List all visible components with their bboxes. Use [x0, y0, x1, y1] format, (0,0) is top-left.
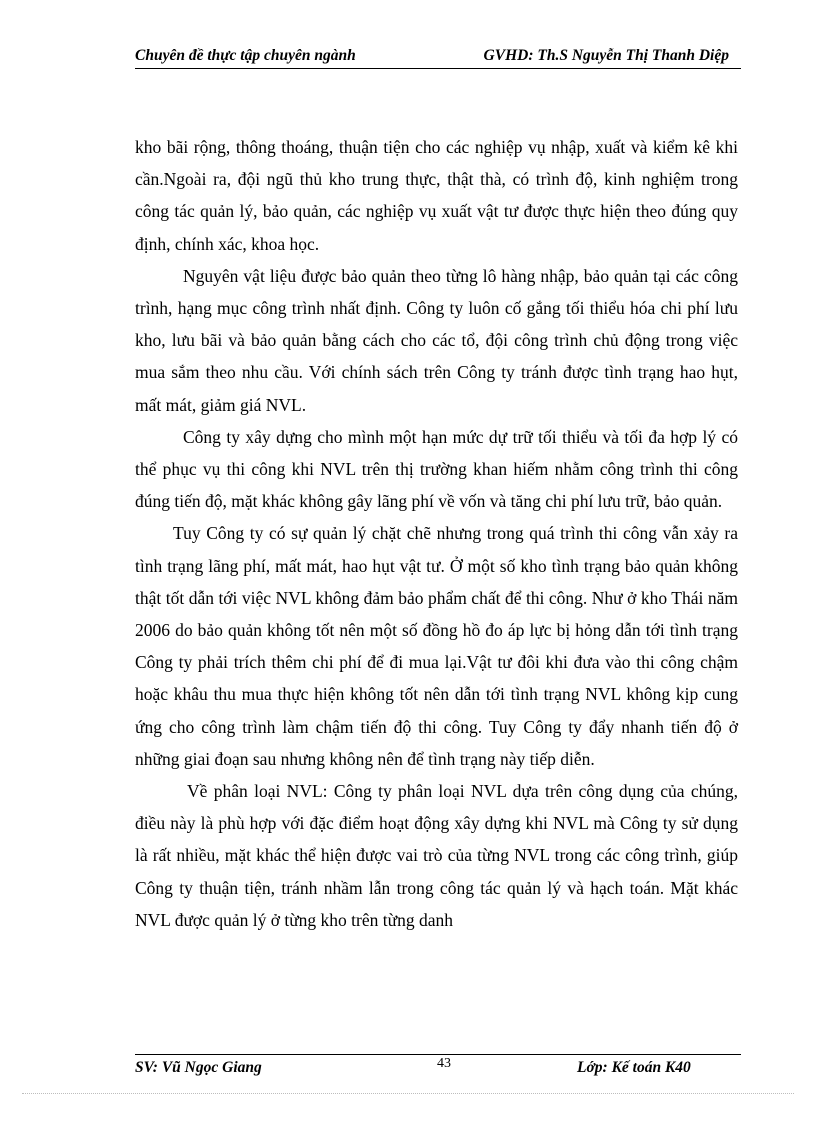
page-header — [135, 44, 741, 69]
page-footer — [135, 1054, 741, 1079]
footer-student-name: SV: Vũ Ngọc Giang — [135, 1059, 262, 1076]
page-bottom-divider — [22, 1093, 794, 1094]
page-number: 43 — [437, 1056, 451, 1071]
footer-class: Lớp: Kế toán K40 — [577, 1059, 691, 1076]
paragraph: kho bãi rộng, thông thoáng, thuận tiện cho các nghiệp vụ nhập, xuất và kiểm kê khi cần.Ngoài ra, đội ngũ thủ kho trung thực, thật thà, có trình độ, kinh nghiệm trong công tác quản lý, bảo quản, các nghiệp vụ xuất vật tư được thực hiện theo đúng quy định, chính xác, khoa học. — [135, 137, 738, 254]
paragraph: Nguyên vật liệu được bảo quản theo từng lô hàng nhập, bảo quản tại các công trình, hạng mục công trình nhất định. Công ty luôn cố gắng tối thiểu hóa chi phí lưu kho, lưu bãi và bảo quản bằng cách cho các tổ, đội công trình chủ động trong việc mua sắm theo nhu cầu. Với chính sách trên Công ty tránh được tình trạng hao hụt, mất mát, giảm giá NVL. — [135, 265, 738, 415]
header-report-title: Chuyên đề thực tập chuyên ngành — [135, 47, 356, 64]
body-text — [135, 131, 738, 936]
paragraph: Về phân loại NVL: Công ty phân loại NVL dựa trên công dụng của chúng, điều này là phù hợp với đặc điểm hoạt động xây dựng khi NVL mà Công ty sử dụng là rất nhiều, mặt khác thể hiện được vai trò của từng NVL trong các công trình, giúp Công ty thuận tiện, tránh nhầm lẫn trong công tác quản lý và hạch toán. Mặt khác NVL được quản lý ở từng kho trên từng danh — [135, 781, 738, 930]
paragraph: Tuy Công ty có sự quản lý chặt chẽ nhưng trong quá trình thi công vẫn xảy ra tình trạng lãng phí, mất mát, hao hụt vật tư. Ở một số kho tình trạng bảo quản không thật tốt dẫn tới việc NVL không đảm bảo phẩm chất để thi công. Như ở kho Thái năm 2006 do bảo quản không tốt nên một số đồng hồ đo áp lực bị hỏng dẫn tới tình trạng Công ty phải trích thêm chi phí để đi mua lại.Vật tư đôi khi đưa vào thi công chậm hoặc khâu thu mua thực hiện không tốt nên dẫn tới tình trạng NVL không kịp cung ứng cho công trình làm chậm tiến độ thi công. Tuy Công ty đẩy nhanh tiến độ ở những giai đoạn sau nhưng không nên để tình trạng này tiếp diễn. — [135, 523, 738, 769]
paragraph: Công ty xây dựng cho mình một hạn mức dự trữ tối thiểu và tối đa hợp lý có thể phục vụ thi công khi NVL trên thị trường khan hiếm nhằm công trình thi công đúng tiến độ, mặt khác không gây lãng phí về vốn và tăng chi phí lưu trữ, bảo quản. — [135, 426, 738, 512]
header-supervisor: GVHD: Th.S Nguyễn Thị Thanh Diệp — [483, 47, 729, 64]
